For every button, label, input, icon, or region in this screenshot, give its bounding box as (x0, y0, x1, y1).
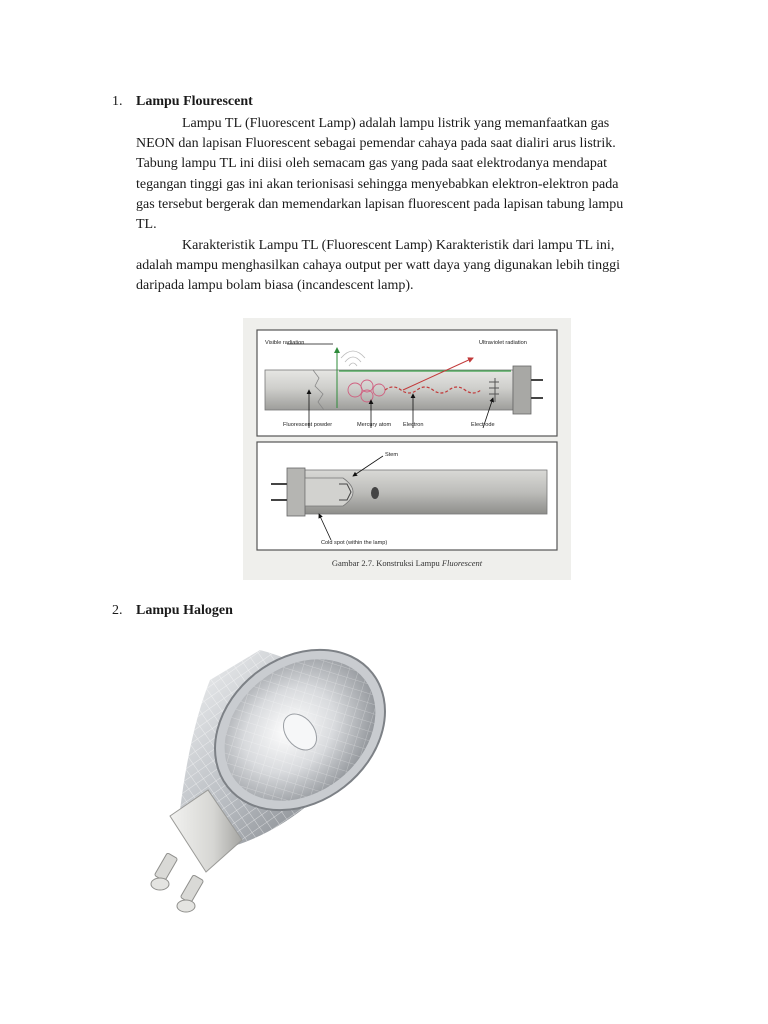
paragraph-line: Tabung lampu TL ini diisi oleh semacam gas yang pada saat elektrodanya mendapat (136, 156, 607, 172)
paragraph-line: Lampu TL (Fluorescent Lamp) adalah lampu listrik yang memanfaatkan gas (182, 116, 610, 131)
paragraph-line: NEON dan lapisan Fluorescent sebagai pemendar cahaya pada saat dialiri arus listrik. (136, 136, 616, 152)
section-2-number: 2. (112, 603, 123, 618)
gu10-pins (151, 853, 204, 912)
paragraph-line: daripada lampu bolam biasa (incandescent lamp). (136, 278, 414, 294)
paragraph-fluorescent-characteristics (136, 236, 671, 297)
halogen-lamp-photo (150, 640, 400, 920)
section-1-number: 1. (112, 94, 123, 109)
label-electrode: Electrode (471, 422, 495, 428)
section-2-heading (112, 603, 233, 619)
paragraph-line: gas tersebut bergerak dan memendarkan lapisan fluorescent pada lapisan tabung lampu (136, 196, 624, 212)
label-electron: Electron (403, 422, 424, 428)
figure-caption: Gambar 2.7. Konstruksi Lampu Fluorescent (331, 558, 483, 568)
label-visible-radiation: Visible radiation (265, 340, 305, 346)
paragraph-line: tegangan tinggi gas ini akan terionisasi sehingga menyebabkan elektron-elektron pada (136, 176, 619, 192)
label-cold-spot: Cold spot (within the lamp) (321, 540, 388, 546)
section-1-title: Lampu Flourescent (136, 94, 253, 109)
paragraph-line: Karakteristik Lampu TL (Fluorescent Lamp) Karakteristik dari lampu TL ini, (182, 238, 615, 253)
tube-top (265, 370, 513, 410)
paragraph-line: TL. (136, 217, 157, 233)
stem-glass (305, 478, 353, 506)
label-fluorescent-powder: Fluorescent powder (283, 422, 333, 428)
label-ultraviolet-radiation: Ultraviolet radiation (479, 340, 527, 346)
paragraph-fluorescent-definition (136, 114, 671, 235)
label-mercury-atom: Mercury atom (357, 422, 392, 428)
label-stem: Stem (385, 452, 399, 458)
section-2-title: Lampu Halogen (136, 603, 233, 618)
tube-end-cap (513, 366, 531, 414)
fluorescent-construction-figure (243, 318, 571, 580)
halogen-lamp-illustration (150, 640, 400, 920)
paragraph-line: adalah mampu menghasilkan cahaya output per watt daya yang digunakan lebih tinggi (136, 258, 621, 274)
section-1-heading (112, 94, 253, 110)
fluorescent-diagram (243, 318, 571, 580)
